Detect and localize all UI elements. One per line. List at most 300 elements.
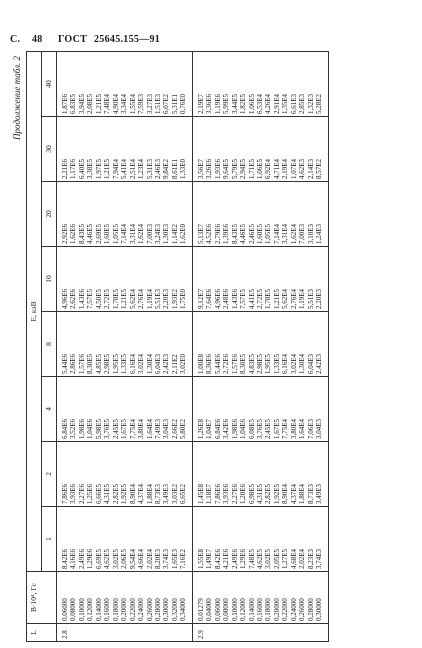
flux-value: 1,33E5 [120, 353, 129, 374]
flux-value: 8,73E3 [306, 483, 315, 504]
page-number: 48 [32, 34, 43, 45]
energy-column-header: 10 [42, 247, 57, 312]
flux-value: 4,96E6 [61, 288, 69, 309]
flux-value: 1,67E5 [120, 418, 129, 439]
flux-value: 2,02E4 [298, 548, 307, 569]
flux-value: 2,82E5 [264, 483, 273, 504]
flux-value: 1,55E8 [196, 548, 205, 569]
flux-value: 0,76E0 [179, 93, 188, 114]
energy-header-row [42, 51, 57, 641]
flux-value: 8,42E6 [213, 548, 222, 569]
flux-value: 3,03E2 [170, 483, 179, 504]
flux-value: 1,95E5 [111, 353, 120, 374]
flux-value: 1,93E6 [213, 158, 222, 179]
flux-value: 1,04E6 [86, 418, 95, 439]
table-row [192, 51, 328, 641]
flux-value: 5,44E6 [213, 353, 222, 374]
continuation-label: Продолжение табл. 2 [12, 56, 22, 140]
flux-value: 3,42E6 [222, 418, 231, 439]
flux-value: 6,66E5 [94, 483, 103, 504]
b-value: 0,18000 [264, 598, 273, 621]
flux-value: 9,54E4 [128, 548, 137, 569]
flux-value: 1,92E5 [120, 483, 129, 504]
flux-value: 4,62E5 [103, 548, 112, 569]
flux-value: 2,19E4 [281, 158, 290, 179]
flux-value: 1,67E5 [272, 418, 281, 439]
flux-value: 1,64E4 [145, 418, 154, 439]
flux-value: 4,26E4 [264, 93, 273, 114]
cell-L: 2.9 [192, 624, 328, 642]
flux-value: 2,94E5 [239, 158, 248, 179]
flux-value: 4,96E6 [213, 288, 222, 309]
flux-value: 1,05E5 [264, 223, 273, 244]
flux-value: 1,60E5 [255, 223, 264, 244]
flux-value: 3,02E4 [137, 353, 146, 374]
flux-value: 2,19E7 [196, 93, 205, 114]
b-value: 0,34000 [179, 598, 188, 621]
flux-value: 3,56E7 [196, 158, 205, 179]
flux-value: 2,05E5 [272, 548, 281, 569]
flux-value: 8,23E3 [306, 548, 315, 569]
flux-value: 1,62E4 [137, 223, 146, 244]
cell-flux-values [192, 117, 328, 182]
flux-value: 3,27E3 [145, 93, 154, 114]
flux-value: 3,02E0 [179, 353, 188, 374]
flux-value: 4,41E5 [247, 288, 256, 309]
flux-value: 2,51E4 [128, 158, 137, 179]
flux-value: 1,87E6 [61, 93, 69, 114]
b-value: 0,24000 [289, 598, 298, 621]
flux-value: 7,06E3 [306, 418, 315, 439]
flux-value: 6,53E4 [255, 93, 264, 114]
flux-value: 9,64E5 [222, 158, 231, 179]
energy-column-header: 20 [42, 182, 57, 247]
flux-value: 4,46E5 [239, 223, 248, 244]
flux-value: 3,34E4 [120, 93, 129, 114]
flux-value: 4,21E6 [222, 548, 231, 569]
flux-value: 8,30E5 [239, 353, 248, 374]
flux-value: 1,65E3 [170, 548, 179, 569]
flux-value: 1,78E5 [264, 288, 273, 309]
flux-value: 2,11E2 [170, 354, 179, 374]
flux-value: 8,43E5 [230, 223, 239, 244]
flux-value: 1,20E6 [239, 483, 248, 504]
flux-value: 4,31E5 [255, 483, 264, 504]
b-value: 0,10000 [230, 598, 239, 621]
flux-value: 7,14E4 [120, 223, 129, 244]
flux-value: 2,98E5 [255, 353, 264, 374]
flux-value: 7,16E2 [179, 548, 188, 569]
flux-value: 3,04E3 [162, 418, 171, 439]
cell-flux-values [192, 377, 328, 442]
flux-value: 5,80E2 [179, 418, 188, 439]
b-value: 0,22000 [128, 598, 137, 621]
b-value: 0,22000 [281, 598, 290, 621]
flux-value: 1,29E6 [86, 548, 95, 569]
b-value: 0,16000 [103, 598, 112, 621]
flux-value: 3,49E3 [315, 483, 324, 504]
flux-value: 6,16E4 [281, 353, 290, 374]
cell-flux-values [57, 312, 193, 377]
cell-flux-values [57, 442, 193, 507]
flux-value: 1,21E5 [94, 93, 103, 114]
flux-value: 1,57E6 [230, 353, 239, 374]
flux-value: 2,72E6 [222, 353, 231, 374]
b-value: 0,28000 [306, 598, 315, 621]
flux-value: 1,62E0 [179, 223, 188, 244]
flux-value: 2,49E6 [230, 548, 239, 569]
flux-value: 2,62E6 [69, 288, 78, 309]
flux-value: 1,92E5 [272, 483, 281, 504]
rotated-table-page [10, 52, 415, 642]
cell-L: 2.8 [57, 624, 193, 642]
table-body [57, 51, 329, 641]
flux-value: 9,12E7 [196, 288, 205, 309]
energy-column-header: 2 [42, 442, 57, 507]
flux-value: 2,06E5 [120, 548, 129, 569]
flux-value: 2,91E4 [272, 93, 281, 114]
flux-value: 1,39E6 [222, 223, 231, 244]
flux-value: 1,24E3 [315, 223, 324, 244]
cell-flux-values [57, 247, 193, 312]
flux-value: 2,27E6 [77, 483, 86, 504]
b-value: 0,06000 [213, 598, 222, 621]
standard-number: 25645.155—91 [94, 34, 161, 45]
flux-value: 6,07E2 [162, 93, 171, 114]
flux-value: 7,86E6 [61, 483, 69, 504]
b-value: 0,28000 [153, 598, 162, 621]
flux-value: 4,71E4 [272, 158, 281, 179]
flux-value: 9,84E2 [162, 158, 171, 179]
b-value: 0,30000 [162, 598, 171, 621]
flux-value: 2,76E4 [137, 288, 146, 309]
b-value: 0,12000 [239, 598, 248, 621]
flux-value: 3,02E5 [111, 548, 120, 569]
energy-column-header: 30 [42, 117, 57, 182]
flux-value: 1,95E5 [264, 353, 273, 374]
flux-value: 8,20E3 [153, 548, 162, 569]
flux-value: 1,30E4 [145, 353, 154, 374]
flux-value: 1,88E4 [298, 483, 307, 504]
page-letter: С. [10, 34, 21, 45]
flux-value: 7,86E6 [213, 483, 222, 504]
flux-value: 2,27E6 [230, 483, 239, 504]
flux-value: 6,65E2 [179, 483, 188, 504]
flux-value: 1,71E5 [247, 158, 256, 179]
flux-value: 5,79E5 [230, 158, 239, 179]
flux-value: 4,37E4 [137, 483, 146, 504]
flux-value: 1,62E4 [289, 223, 298, 244]
flux-value: 5,62E4 [281, 288, 290, 309]
flux-value: 3,94E5 [77, 93, 86, 114]
flux-value: 3,74E3 [315, 548, 324, 569]
flux-value: 2,21E6 [61, 158, 69, 179]
flux-value: 1,07E4 [289, 158, 298, 179]
flux-value: 3,93E6 [222, 483, 231, 504]
b-value: 0,26000 [298, 598, 307, 621]
flux-value: 1,19E4 [145, 288, 154, 309]
flux-value: 1,60E5 [103, 223, 112, 244]
cell-flux-values [192, 51, 328, 116]
b-value: 0,08000 [69, 598, 78, 621]
flux-value: 1,93E2 [170, 288, 179, 309]
flux-value: 3,93E6 [69, 483, 78, 504]
flux-value: 2,42E3 [162, 353, 171, 374]
flux-value: 6,08E5 [247, 418, 256, 439]
cell-flux-values [57, 182, 193, 247]
flux-value: 7,49E3 [153, 418, 162, 439]
flux-value: 2,69E5 [94, 223, 103, 244]
flux-value: 7,48E5 [247, 548, 256, 569]
b-value: 0,18000 [111, 598, 120, 621]
flux-value: 2,98E5 [103, 353, 112, 374]
flux-value: 3,10E3 [306, 223, 315, 244]
data-table [26, 51, 329, 642]
standard-label: ГОСТ [58, 34, 88, 45]
flux-value: 8,30E5 [86, 353, 95, 374]
flux-value: 1,00E8 [196, 353, 205, 374]
b-value: 0,24000 [137, 598, 146, 621]
flux-value: 1,26E8 [196, 418, 205, 439]
flux-value: 1,19E4 [298, 288, 307, 309]
b-value: 0,06000 [61, 598, 69, 621]
flux-value: 6,16E4 [128, 353, 137, 374]
b-value: 0,08000 [222, 598, 231, 621]
flux-value: 1,04E7 [205, 418, 214, 439]
flux-value: 1,49E7 [205, 548, 214, 569]
flux-value: 7,48E4 [103, 93, 112, 114]
flux-value: 1,29E6 [239, 548, 248, 569]
flux-value: 1,33E5 [272, 353, 281, 374]
flux-value: 1,78E5 [111, 288, 120, 309]
flux-value: 5,98E5 [94, 418, 103, 439]
flux-value: 2,08E5 [86, 93, 95, 114]
flux-value: 4,37E4 [289, 483, 298, 504]
energy-column-header: 1 [42, 507, 57, 572]
flux-value: 5,28E2 [315, 93, 324, 114]
flux-value: 2,86E6 [69, 353, 78, 374]
flux-value: 4,16E6 [69, 548, 78, 569]
energy-column-header: 4 [42, 377, 57, 442]
flux-value: 2,45E5 [264, 418, 273, 439]
flux-value: 2,45E5 [111, 418, 120, 439]
cell-flux-values [192, 312, 328, 377]
flux-value: 8,36E6 [205, 353, 214, 374]
flux-value: 7,59E3 [137, 93, 146, 114]
flux-value: 6,84E6 [61, 418, 69, 439]
flux-value: 1,35E4 [281, 93, 290, 114]
cell-flux-values [57, 117, 193, 182]
flux-value: 7,14E4 [272, 223, 281, 244]
b-value: 0,16000 [255, 598, 264, 621]
flux-value: 8,43E5 [77, 223, 86, 244]
flux-value: 1,45E8 [196, 483, 205, 504]
flux-value: 1,21E5 [272, 288, 281, 309]
cell-b-values [57, 572, 193, 624]
flux-value: 1,30E3 [162, 223, 171, 244]
b-value: 0,01279 [196, 598, 205, 621]
flux-value: 3,74E3 [162, 548, 171, 569]
flux-value: 1,19E6 [213, 93, 222, 114]
flux-value: 7,64E6 [205, 288, 214, 309]
flux-value: 1,43E6 [230, 288, 239, 309]
flux-value: 3,76E5 [103, 418, 112, 439]
cell-flux-values [192, 507, 328, 572]
flux-value: 1,30E4 [298, 353, 307, 374]
flux-value: 6,84E6 [213, 418, 222, 439]
b-value: 0,12000 [86, 598, 95, 621]
flux-value: 6,04E3 [306, 353, 315, 374]
flux-value: 1,55E4 [128, 93, 137, 114]
flux-value: 5,13E7 [196, 223, 205, 244]
b-value: 0,14000 [94, 598, 103, 621]
flux-value: 8,73E3 [153, 483, 162, 504]
flux-value: 3,31E4 [128, 223, 137, 244]
flux-value: 4,66E4 [137, 548, 146, 569]
flux-value: 3,04E3 [315, 418, 324, 439]
flux-value: 1,06E5 [247, 93, 256, 114]
flux-value: 3,76E5 [255, 418, 264, 439]
energy-column-header: 8 [42, 312, 57, 377]
flux-value: 1,06E5 [255, 158, 264, 179]
energy-column-header: 40 [42, 51, 57, 116]
flux-value: 3,31E4 [281, 223, 290, 244]
b-value: 0,20000 [272, 598, 281, 621]
flux-value: 1,14E2 [170, 223, 179, 244]
flux-value: 5,31E3 [145, 158, 154, 179]
flux-value: 6,98E5 [247, 483, 256, 504]
column-header-L: L [27, 624, 57, 642]
flux-value: 2,85E3 [298, 93, 307, 114]
flux-value: 1,88E4 [145, 483, 154, 504]
flux-value: 2,48E6 [222, 288, 231, 309]
cell-flux-values [192, 182, 328, 247]
flux-value: 2,92E6 [61, 223, 69, 244]
cell-flux-values [192, 247, 328, 312]
cell-flux-values [57, 507, 193, 572]
flux-value: 2,02E4 [145, 548, 154, 569]
flux-value: 1,75E0 [179, 288, 188, 309]
flux-value: 3,26E6 [205, 158, 214, 179]
flux-value: 8,57E2 [315, 158, 324, 179]
flux-value: 1,64E4 [298, 418, 307, 439]
flux-value: 6,04E3 [153, 353, 162, 374]
flux-value: 1,33E0 [179, 158, 188, 179]
page-header [10, 34, 412, 50]
flux-value: 2,20E3 [162, 288, 171, 309]
flux-value: 5,99E5 [222, 93, 231, 114]
flux-value: 6,92E4 [264, 158, 273, 179]
flux-value: 2,66E2 [170, 418, 179, 439]
flux-value: 2,49E6 [77, 548, 86, 569]
flux-value: 8,42E6 [61, 548, 69, 569]
flux-value: 3,38E5 [86, 158, 95, 179]
flux-value: 3,44E5 [230, 93, 239, 114]
flux-value: 3,52E6 [69, 418, 78, 439]
flux-value: 4,31E5 [103, 483, 112, 504]
flux-value: 4,83E5 [247, 353, 256, 374]
flux-value: 3,02E5 [264, 548, 273, 569]
flux-value: 2,72E5 [103, 288, 112, 309]
flux-value: 1,82E5 [239, 93, 248, 114]
flux-value: 4,50E5 [94, 288, 103, 309]
flux-value: 2,14E3 [306, 158, 315, 179]
cell-flux-values [192, 442, 328, 507]
flux-value: 3,80E4 [137, 418, 146, 439]
flux-value: 5,31E1 [170, 93, 179, 114]
cell-b-values [192, 572, 328, 624]
cell-flux-values [57, 377, 193, 442]
flux-value: 1,62E6 [69, 223, 78, 244]
flux-value: 6,40E5 [77, 158, 86, 179]
flux-value: 5,44E6 [61, 353, 69, 374]
flux-value: 1,32E3 [306, 93, 315, 114]
flux-value: 2,82E5 [111, 483, 120, 504]
flux-value: 4,90E4 [111, 93, 120, 114]
flux-value: 3,02E4 [289, 353, 298, 374]
flux-value: 6,61E3 [289, 93, 298, 114]
flux-value: 6,83E5 [69, 93, 78, 114]
flux-value: 1,98E6 [77, 418, 86, 439]
flux-value: 3,24E3 [153, 223, 162, 244]
flux-value: 4,85E5 [94, 353, 103, 374]
b-value: 0,26000 [145, 598, 154, 621]
b-value: 0,30000 [315, 598, 324, 621]
flux-value: 8,90E4 [281, 483, 290, 504]
flux-value: 1,51E3 [153, 93, 162, 114]
flux-value: 1,97E5 [94, 158, 103, 179]
flux-value: 4,52E6 [205, 223, 214, 244]
flux-value: 8,61E1 [170, 158, 179, 179]
flux-value: 4,62E3 [298, 158, 307, 179]
flux-value: 1,23E4 [137, 158, 146, 179]
flux-value: 7,94E4 [111, 158, 120, 179]
flux-value: 4,62E5 [255, 548, 264, 569]
flux-value: 7,57E5 [239, 288, 248, 309]
flux-value: 5,51E3 [306, 288, 315, 309]
b-value: 0,04000 [205, 598, 214, 621]
flux-value: 5,62E4 [128, 288, 137, 309]
flux-value: 2,46E3 [153, 158, 162, 179]
b-value: 0,14000 [247, 598, 256, 621]
column-group-energy: E, кэВ [27, 51, 42, 571]
flux-value: 3,36E6 [205, 93, 214, 114]
flux-value: 5,41E4 [120, 158, 129, 179]
flux-value: 6,69E5 [94, 548, 103, 569]
flux-value: 1,21E5 [120, 288, 129, 309]
flux-value: 7,00E3 [298, 223, 307, 244]
b-value: 0,10000 [77, 598, 86, 621]
table-row [57, 51, 193, 641]
flux-value: 7,75E4 [128, 418, 137, 439]
flux-value: 1,18E7 [205, 483, 214, 504]
cell-flux-values [57, 51, 193, 116]
flux-value: 3,49E3 [162, 483, 171, 504]
column-header-b: B·10⁴, Гс [27, 572, 57, 624]
flux-value: 4,68E4 [289, 548, 298, 569]
flux-value: 1,57E6 [77, 353, 86, 374]
flux-value: 1,17E6 [69, 158, 78, 179]
flux-value: 1,04E6 [239, 418, 248, 439]
flux-value: 7,75E4 [281, 418, 290, 439]
flux-value: 3,80E4 [289, 418, 298, 439]
flux-value: 2,72E5 [255, 288, 264, 309]
flux-value: 2,46E5 [247, 223, 256, 244]
flux-value: 1,05E5 [111, 223, 120, 244]
flux-value: 1,21E5 [103, 158, 112, 179]
flux-value: 1,43E6 [77, 288, 86, 309]
flux-value: 1,25E6 [86, 483, 95, 504]
